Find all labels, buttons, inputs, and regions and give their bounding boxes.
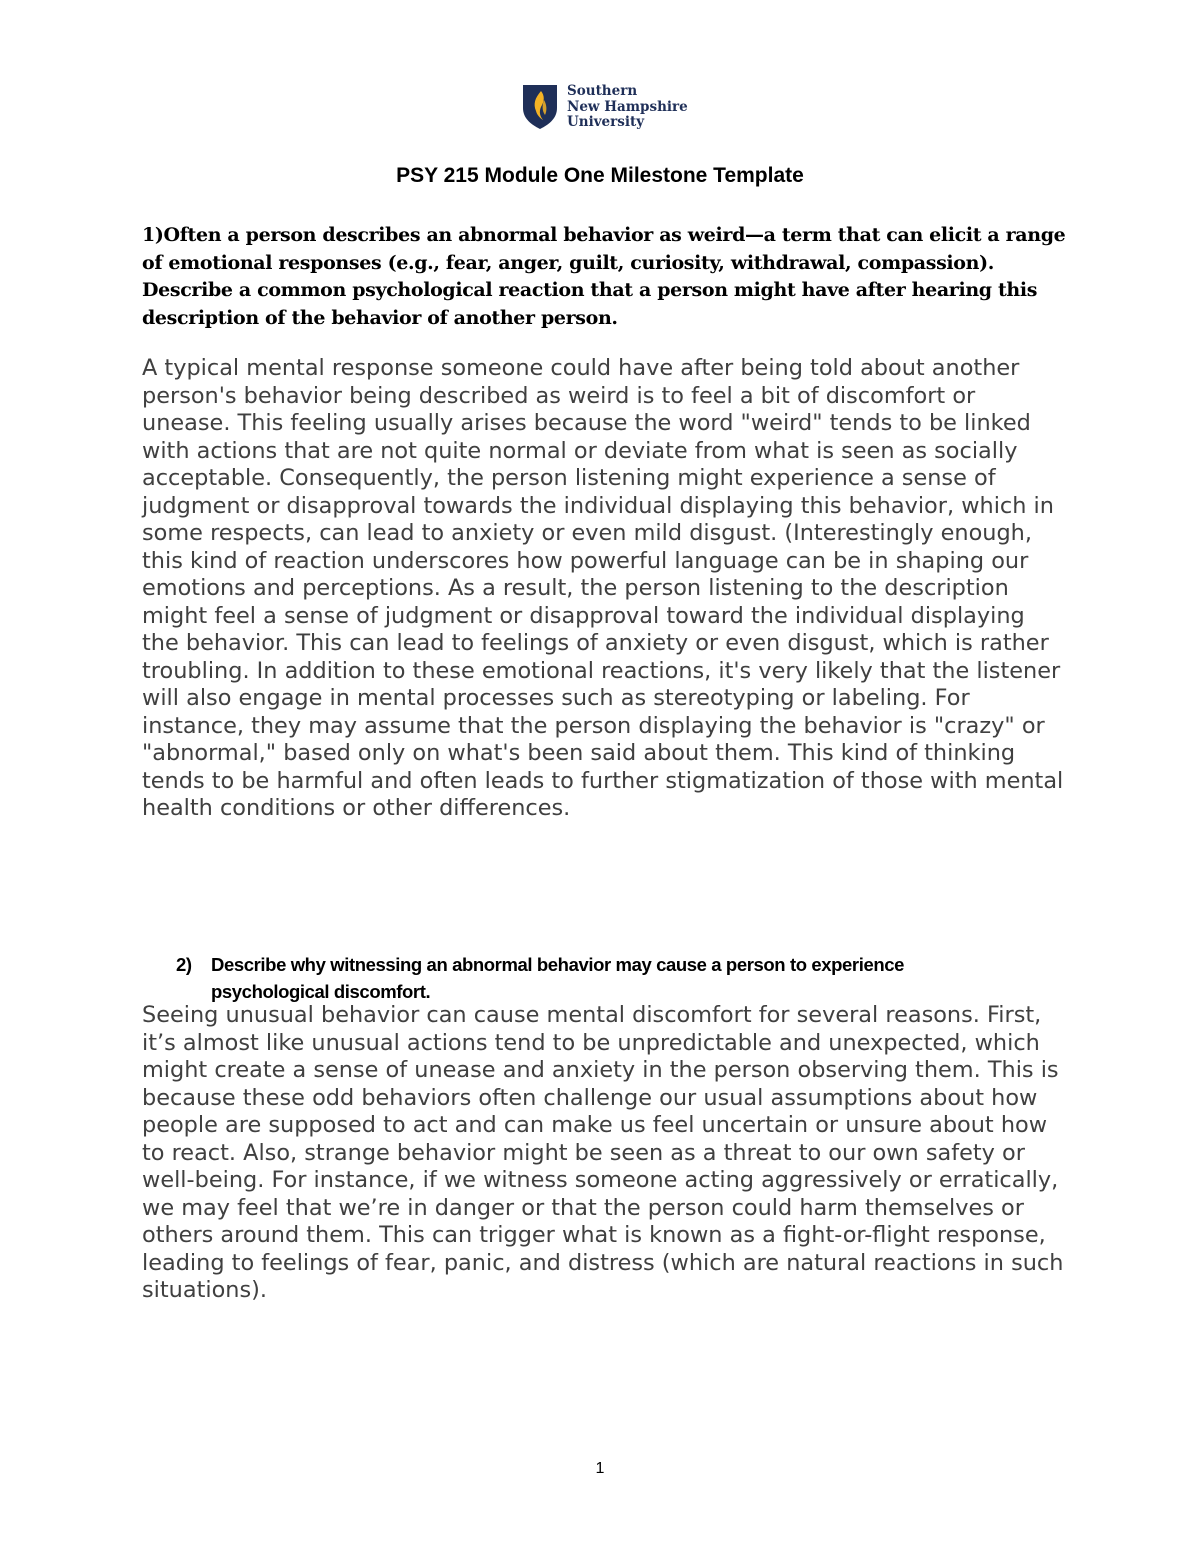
answer-2: Seeing unusual behavior can cause mental discomfort for several reasons. First, it’s almost like unusual actions tend to be unpredictable and unexpected, which might create a sense of unease and anxiety in the person observing them. This is because these odd behaviors often challenge our usual assumptions about how people are supposed to act and can make us feel uncertain or unsure about how to react. Also, strange behavior might be seen as a threat to our own safety or well-being. For instance, if we witness someone acting aggressively or erratically, we may feel that we’re in danger or that the person could harm themselves or others around them. This can trigger what is known as a fight-or-flight response, leading to feelings of fear, panic, and distress (which are natural reactions in such situations). bbox=[142, 1002, 1064, 1303]
university-logo bbox=[522, 84, 692, 134]
page-number: 1 bbox=[595, 1460, 605, 1477]
question-1: 1)Often a person describes an abnormal behavior as weird—a term that can elicit a range of emotional responses (e.g., fear, anger, guilt, curiosity, withdrawal, compassion). Describe a common psychological reaction that a person might have after hearing this description of the behavior of another person. bbox=[142, 224, 1066, 329]
answer-1: A typical mental response someone could have after being told about another person's behavior being described as weird is to feel a bit of discomfort or unease. This feeling usually arises because the word "weird" tends to be linked with actions that are not quite normal or deviate from what is seen as socially acceptable. Consequently, the person listening might experience a sense of judgment or disapproval towards the individual displaying this behavior, which in some respects, can lead to anxiety or even mild disgust. (Interestingly enough, this kind of reaction underscores how powerful language can be in shaping our emotions and perceptions. As a result, the person listening to the description might feel a sense of judgment or disapproval toward the individual displaying the behavior. This can lead to feelings of anxiety or even disgust, which is rather troubling. In addition to these emotional reactions, it's very likely that the listener will also engage in mental processes such as stereotyping or labeling. For instance, they may assume that the person displaying the behavior is "crazy" or "abnormal," based only on what's been said about them. This kind of thinking tends to be harmful and often leads to further stigmatization of those with mental health conditions or other differences. bbox=[142, 355, 1064, 821]
question-2-text: Describe why witnessing an abnormal behavior may cause a person to experience psychological discomfort. bbox=[211, 954, 905, 1002]
document-title: PSY 215 Module One Milestone Template bbox=[396, 164, 804, 187]
question-2-number: 2) bbox=[176, 954, 192, 975]
logo-wordmark bbox=[567, 84, 688, 131]
logo-line-3: University bbox=[567, 114, 645, 130]
logo-line-1: Southern bbox=[567, 83, 638, 99]
logo-line-2: New Hampshire bbox=[567, 98, 688, 115]
shield-flame-icon bbox=[522, 84, 558, 130]
